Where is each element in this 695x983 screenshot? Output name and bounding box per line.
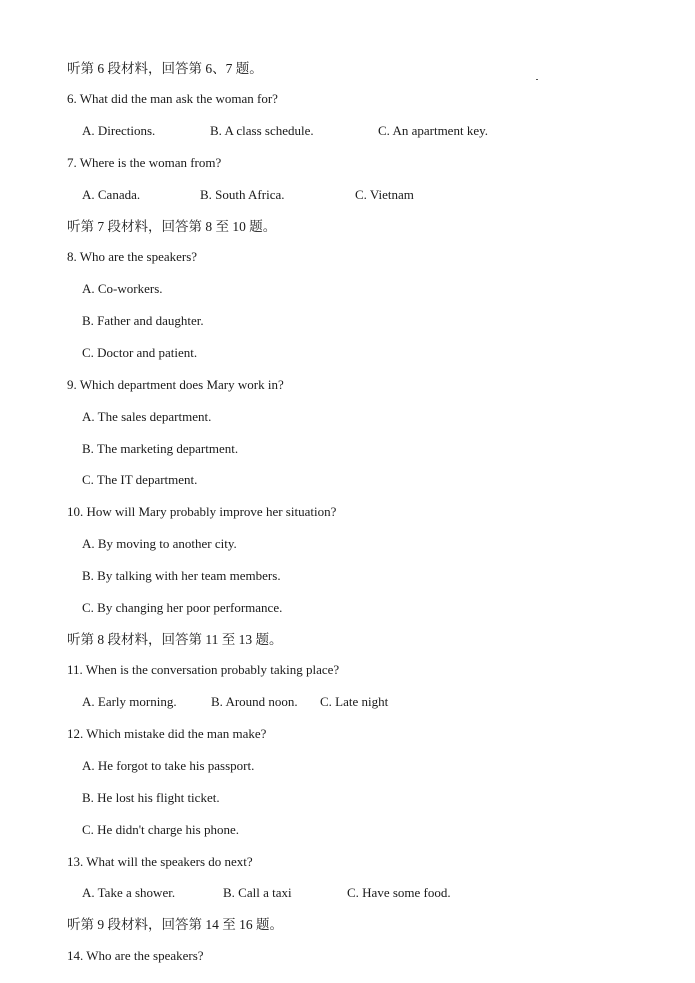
- question-14: 14. Who are the speakers?: [67, 948, 204, 963]
- question-6: 6. What did the man ask the woman for?: [67, 91, 278, 106]
- question-11: 11. When is the conversation probably taking place?: [67, 662, 340, 677]
- option-9a[interactable]: A. The sales department.: [82, 409, 212, 424]
- section-heading-9: 听第 9 段材料，回答第 14 至 16 题。: [67, 917, 283, 932]
- option-6c[interactable]: C. An apartment key.: [378, 123, 488, 138]
- option-11c[interactable]: C. Late night: [320, 694, 389, 709]
- question-7: 7. Where is the woman from?: [67, 155, 222, 170]
- option-6b[interactable]: B. A class schedule.: [210, 123, 314, 138]
- option-12c[interactable]: C. He didn't charge his phone.: [82, 822, 239, 837]
- option-9c[interactable]: C. The IT department.: [82, 472, 198, 487]
- option-10a[interactable]: A. By moving to another city.: [82, 536, 237, 551]
- option-7a[interactable]: A. Canada.: [82, 187, 141, 202]
- option-12a[interactable]: A. He forgot to take his passport.: [82, 758, 255, 773]
- option-11b[interactable]: B. Around noon.: [211, 694, 298, 709]
- option-10c[interactable]: C. By changing her poor performance.: [82, 600, 283, 615]
- section-heading-6: 听第 6 段材料，回答第 6、7 题。: [67, 61, 263, 76]
- option-13a[interactable]: A. Take a shower.: [82, 885, 176, 900]
- stray-mark: [536, 79, 538, 80]
- section-heading-7: 听第 7 段材料，回答第 8 至 10 题。: [67, 219, 277, 234]
- question-12: 12. Which mistake did the man make?: [67, 726, 267, 741]
- option-6a[interactable]: A. Directions.: [82, 123, 156, 138]
- option-8b[interactable]: B. Father and daughter.: [82, 313, 204, 328]
- question-8: 8. Who are the speakers?: [67, 249, 198, 264]
- question-9: 9. Which department does Mary work in?: [67, 377, 284, 392]
- option-11a[interactable]: A. Early morning.: [82, 694, 177, 709]
- section-heading-8: 听第 8 段材料，回答第 11 至 13 题。: [67, 632, 283, 647]
- option-10b[interactable]: B. By talking with her team members.: [82, 568, 281, 583]
- option-8c[interactable]: C. Doctor and patient.: [82, 345, 198, 360]
- option-13c[interactable]: C. Have some food.: [347, 885, 451, 900]
- option-9b[interactable]: B. The marketing department.: [82, 441, 239, 456]
- option-8a[interactable]: A. Co-workers.: [82, 281, 163, 296]
- option-7b[interactable]: B. South Africa.: [200, 187, 285, 202]
- question-10: 10. How will Mary probably improve her situation?: [67, 504, 337, 519]
- option-7c[interactable]: C. Vietnam: [355, 187, 414, 202]
- question-13: 13. What will the speakers do next?: [67, 854, 253, 869]
- option-12b[interactable]: B. He lost his flight ticket.: [82, 790, 220, 805]
- option-13b[interactable]: B. Call a taxi: [223, 885, 292, 900]
